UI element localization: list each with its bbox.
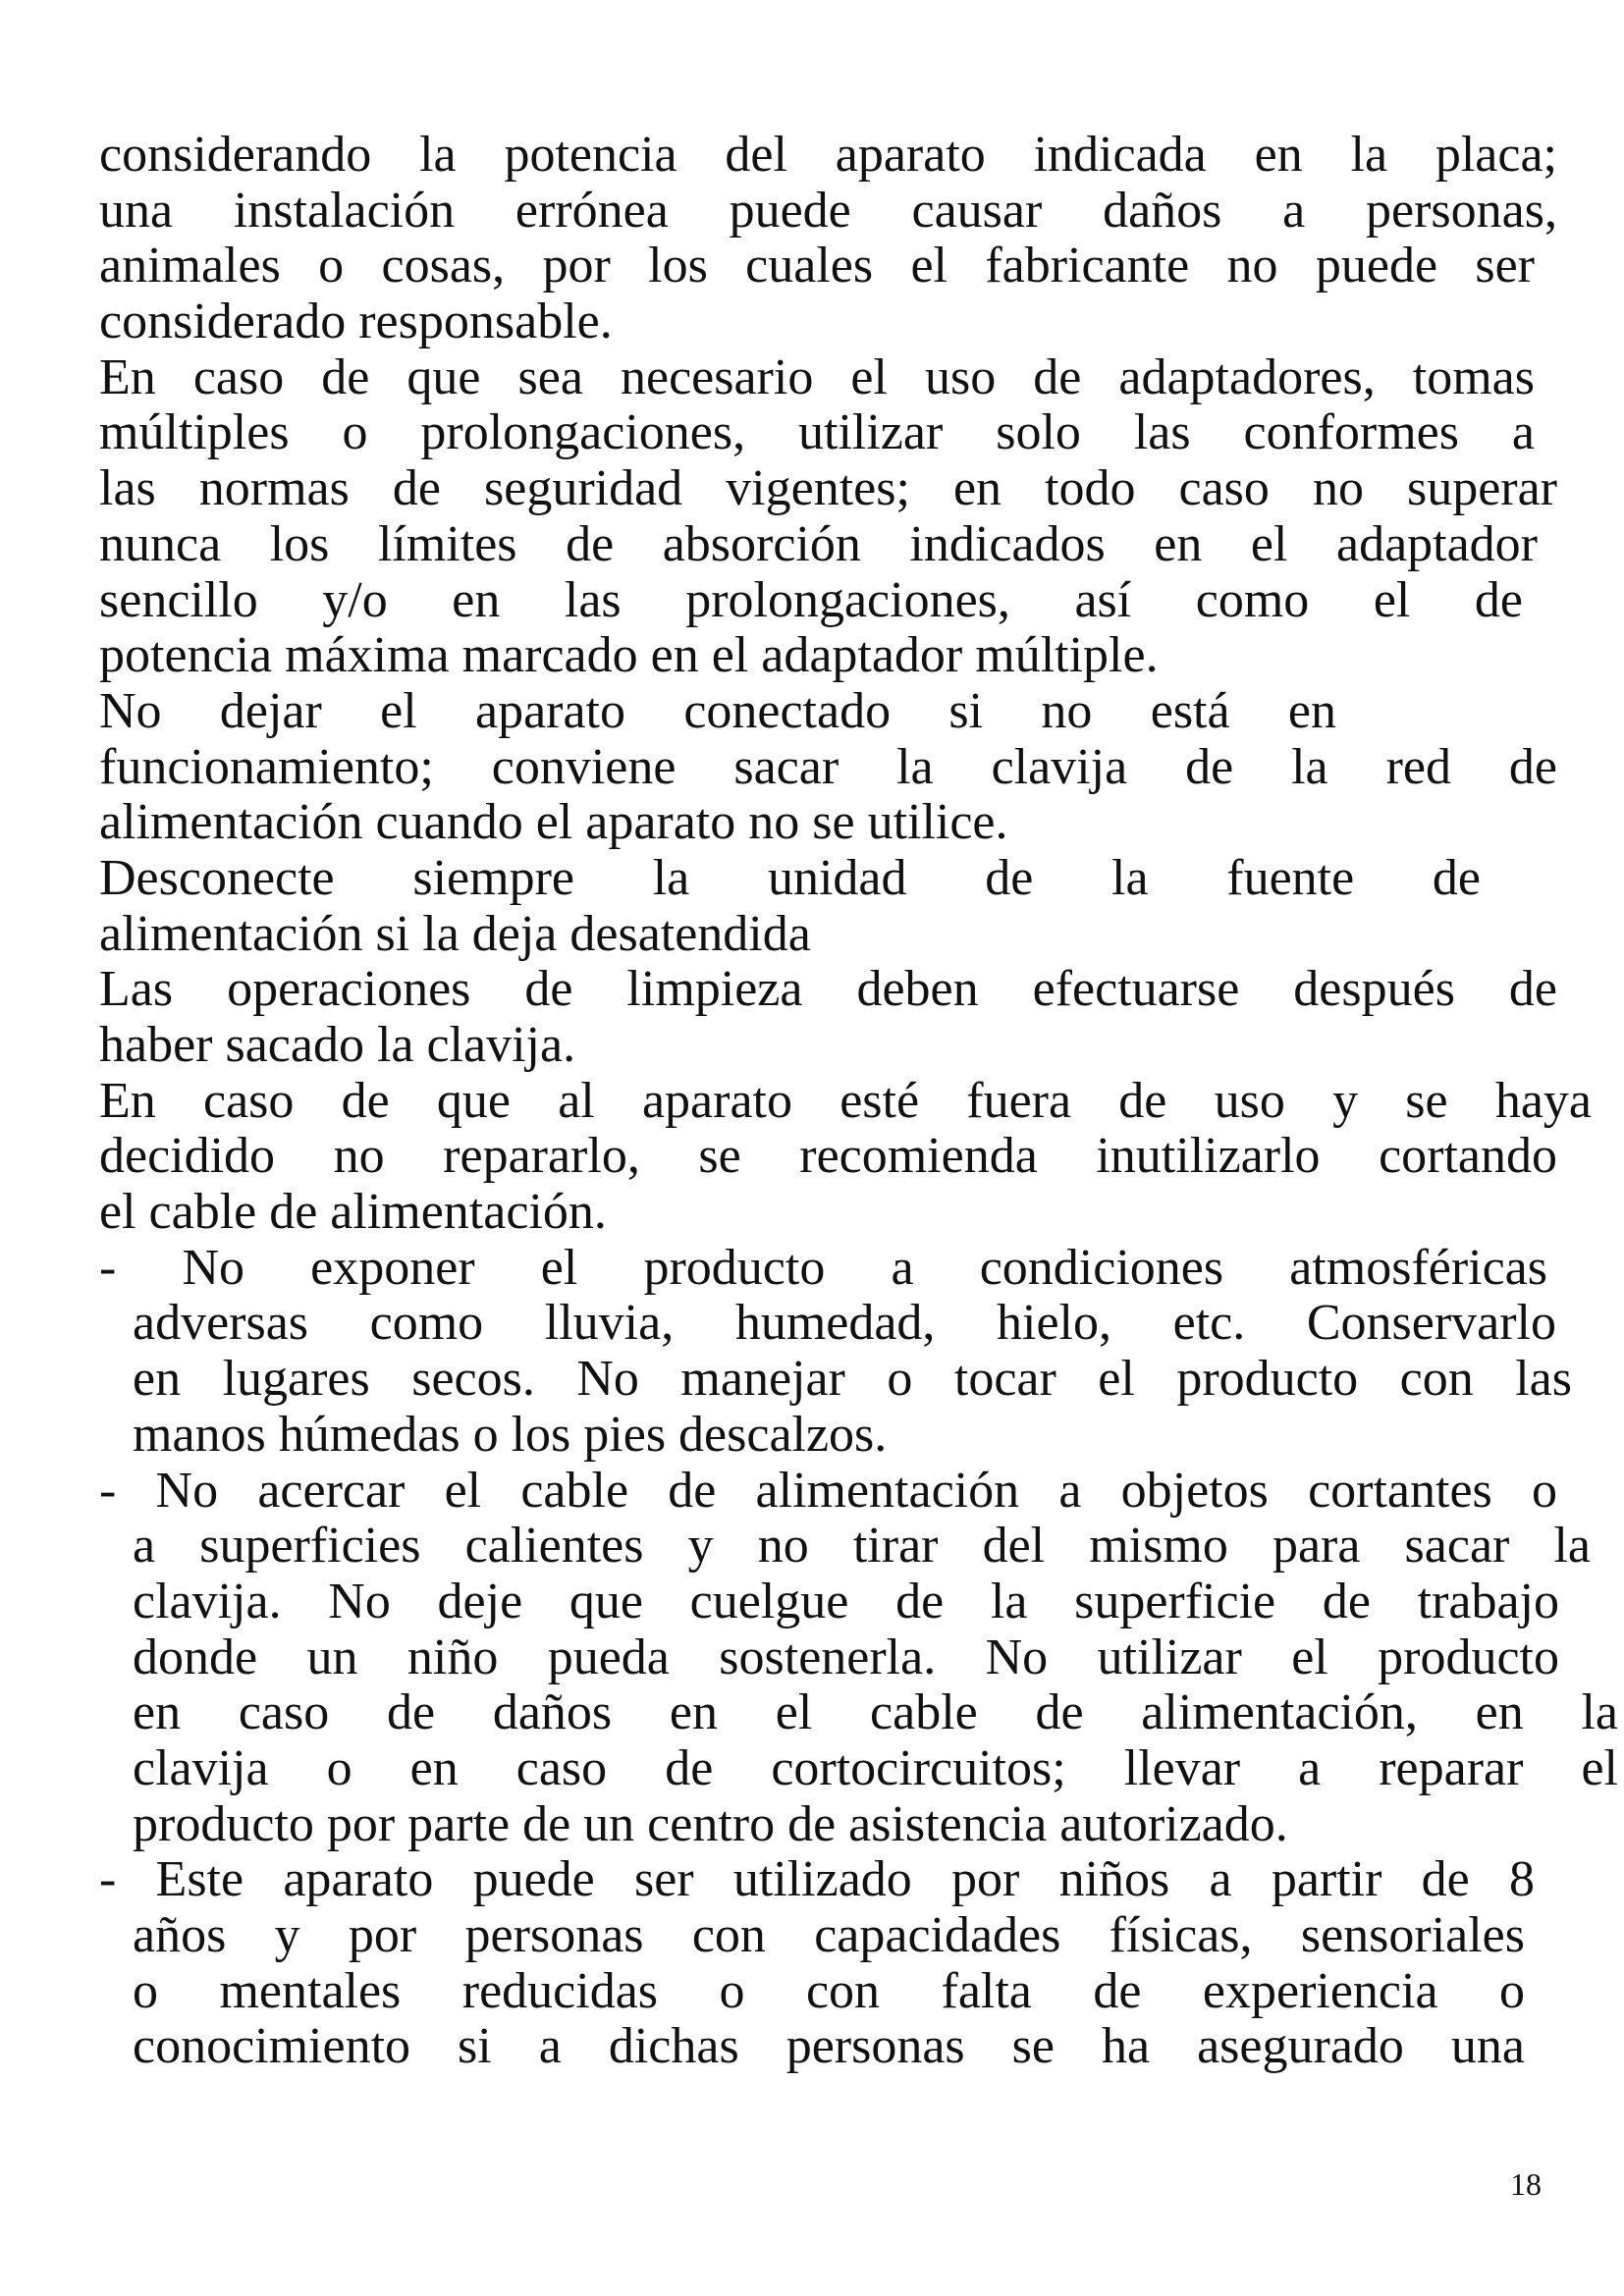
paragraph-disconnect-unattended [99,851,1592,962]
text-line: Las operaciones de limpieza deben efectuarse después de [99,961,1557,1018]
text-line: sencillo y/o en las prolongaciones, así como el de [99,571,1523,628]
bullet-children-use [99,1852,1592,2075]
text-line: En caso de que al aparato esté fuera de uso y se haya [99,1073,1592,1129]
bullet-line: en caso de daños en el cable de alimentación, en la [133,1684,1618,1741]
text-line: animales o cosas, por los cuales el fabricante no puede ser [99,238,1535,294]
manual-page-body [99,127,1618,2075]
bullet-line: manos húmedas o los pies descalzos. [133,1406,888,1463]
text-line: decidido no repararlo, se recomienda inutilizarlo cortando [99,1128,1557,1185]
text-line: nunca los límites de absorción indicados en el adaptador [99,515,1538,572]
text-line: funcionamiento; conviene sacar la clavija de la red de [99,738,1557,795]
text-line: considerando la potencia del aparato indicada en la placa; [99,127,1557,183]
bullet-line: clavija o en caso de cortocircuitos; llevar a reparar el [133,1739,1618,1796]
bullet-line: en lugares secos. No manejar o tocar el producto con las [133,1351,1572,1408]
text-line: el cable de alimentación. [99,1184,607,1241]
page-number: 18 [1510,2166,1542,2202]
bullet-line: adversas como lluvia, humedad, hielo, etc. Conservarlo [133,1295,1556,1352]
bullet-line: - No exponer el producto a condiciones atmosféricas [99,1239,1547,1296]
bullet-power-cable [99,1462,1618,1853]
bullet-line: o mentales reducidas o con falta de experiencia o [133,1962,1525,2019]
paragraph-adapters [99,350,1592,684]
bullet-line: donde un niño pueda sostenerla. No utilizar el producto [133,1629,1559,1685]
text-line: las normas de seguridad vigentes; en todo caso no superar [99,460,1557,517]
bullet-line: - No acercar el cable de alimentación a objetos cortantes o [99,1462,1557,1519]
text-line: En caso de que sea necesario el uso de adaptadores, tomas [99,348,1535,405]
text-line: considerado responsable. [99,294,613,350]
paragraph-power-rating [99,128,1592,350]
text-line: una instalación errónea puede causar daños a personas, [99,182,1557,239]
text-line: múltiples o prolongaciones, utilizar solo las conformes a [99,404,1535,461]
text-line: Desconecte siempre la unidad de la fuente de [99,849,1481,906]
text-line: potencia máxima marcado en el adaptador múltiple. [99,627,1159,684]
bullet-line: - Este aparato puede ser utilizado por niños a partir de 8 [99,1851,1535,1908]
text-line: haber sacado la clavija. [99,1017,576,1073]
bullet-line: años y por personas con capacidades físicas, sensoriales [133,1907,1525,1963]
paragraph-disposal [99,1074,1592,1241]
bullet-weather-exposure [99,1241,1592,1464]
bullet-line: conocimiento si a dichas personas se ha asegurado una [133,2018,1525,2075]
bullet-line: a superficies calientes y no tirar del mismo para sacar la [133,1518,1591,1575]
bullet-line: producto por parte de un centro de asistencia autorizado. [133,1795,1288,1852]
bullet-line: clavija. No deje que cuelgue de la superficie de trabajo [133,1573,1559,1629]
text-line: alimentación si la deja desatendida [99,905,811,962]
text-line: alimentación cuando el aparato no se utilice. [99,794,1008,851]
text-line: No dejar el aparato conectado si no está en [99,682,1336,739]
paragraph-disconnect-unused [99,684,1592,851]
paragraph-cleaning [99,962,1592,1073]
